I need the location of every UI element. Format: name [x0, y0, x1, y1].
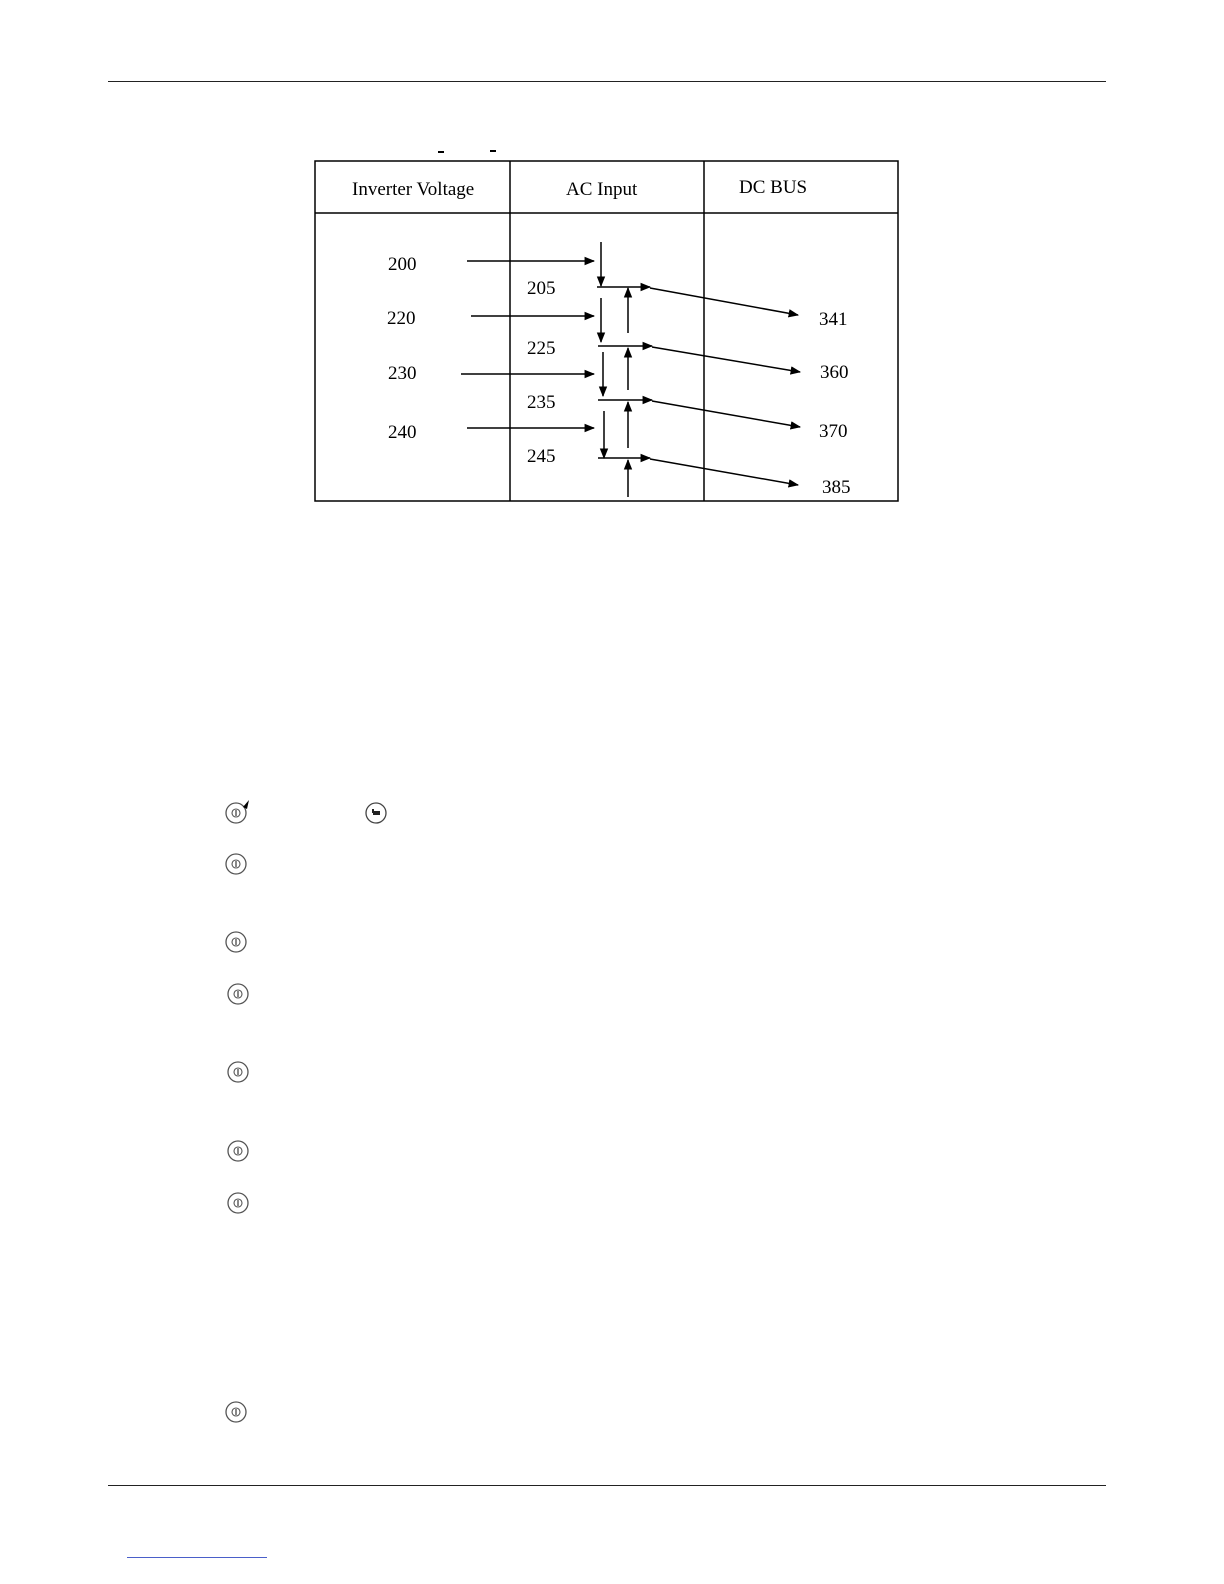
dial-icon — [228, 1062, 248, 1082]
dial-icon — [226, 854, 246, 874]
ac-input-value: 225 — [527, 338, 556, 359]
ac-input-value: 235 — [527, 392, 556, 413]
inverter-voltage-value: 240 — [388, 422, 417, 443]
dc-bus-arrow — [650, 288, 798, 315]
dial-icon — [226, 932, 246, 952]
dc-bus-value: 341 — [819, 309, 848, 330]
button-icon — [366, 803, 386, 823]
dc-bus-arrow — [652, 347, 800, 372]
dc-bus-value: 370 — [819, 421, 848, 442]
inverter-voltage-value: 200 — [388, 254, 417, 275]
header-ac-input: AC Input — [566, 179, 638, 200]
dc-bus-value: 385 — [822, 477, 851, 498]
ac-input-value: 205 — [527, 278, 556, 299]
table-frame — [315, 161, 898, 501]
inverter-voltage-value: 220 — [387, 308, 416, 329]
inverter-voltage-value: 230 — [388, 363, 417, 384]
dial-icon — [228, 1193, 248, 1213]
dial-icon — [226, 800, 249, 823]
header-inverter-voltage: Inverter Voltage — [352, 179, 475, 200]
header-dc-bus: DC BUS — [739, 177, 808, 198]
dc-bus-arrow — [652, 401, 800, 427]
dc-bus-value: 360 — [820, 362, 849, 383]
dial-icon — [226, 1402, 246, 1422]
ac-input-value: 245 — [527, 446, 556, 467]
dc-bus-arrow — [650, 459, 798, 485]
dial-icon — [228, 1141, 248, 1161]
dial-icon — [228, 984, 248, 1004]
